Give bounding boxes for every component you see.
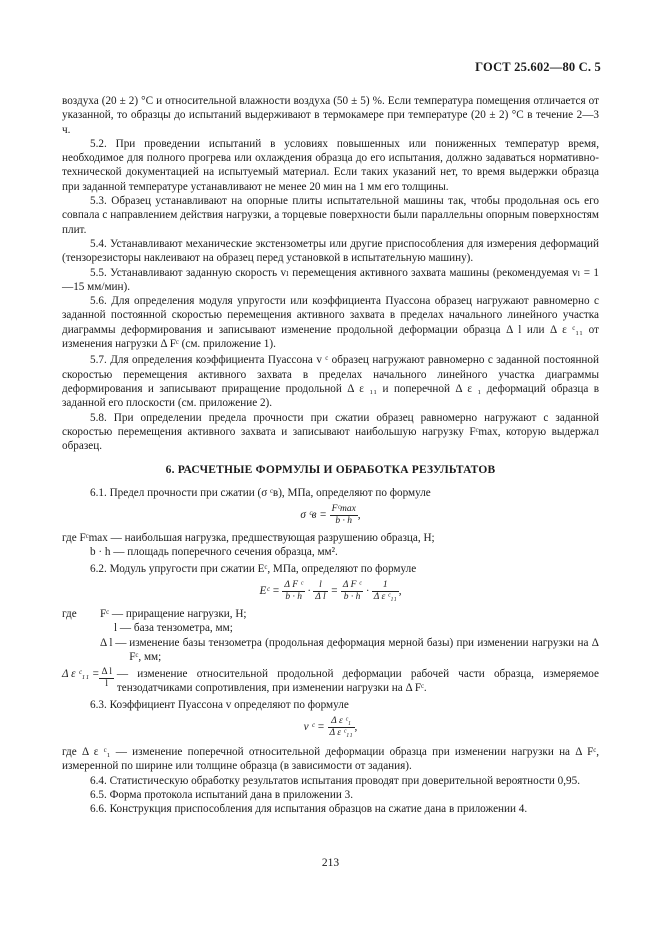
paragraph-5-2: 5.2. При проведении испытаний в условиях повышенных или пониженных температур время, необходимое для полного прогрева или охлаждения образца до его испытания, должно задаваться нормативно-технической документацией на испытуемый материал. Если таких указаний нет, то время выдержки образца при заданной температуре устанавливают не менее 20 мин на 1 мм его толщины. — [62, 137, 599, 193]
fraction: $\frac{\text{Δ ε ᶜ₁}}{\text{Δ ε ᶜ₁₁}}$ — [329, 715, 353, 738]
fraction: $\frac{1}{\text{Δ ε ᶜ₁₁}}$ — [373, 579, 397, 602]
paragraph-6-5: 6.5. Форма протокола испытаний дана в приложении 3. — [90, 788, 354, 801]
page-number: 213 — [321, 857, 340, 869]
paragraph-6-3: 6.3. Коэффициент Пуассона v определяют по формуле — [90, 698, 349, 711]
page-content — [62, 94, 599, 816]
paragraph-5-7: 5.7. Для определения коэффициента Пуассона v ᶜ образец нагружают равномерно с заданной постоянной скоростью перемещения активного захвата в пределах начального линейного участка диаграммы деформирования и записывают приращение продольной Δ ε ₁₁ и поперечной Δ ε ₁ деформаций образца в заданной его плоскости (см. приложение 2). — [62, 354, 599, 410]
definitions-6-1 — [62, 531, 599, 560]
definition-row: где Fᶜ — приращение нагрузки, Н; — [62, 607, 247, 620]
definition-row-strain: Δ ε ᶜ₁₁ = $\frac{\text{Δ l}}{l}$ — изменение относительной продольной деформации рабочей части образца, измеряемое тензодатчиками сопротивления, при изменении нагрузки на Δ Fᶜ. — [62, 667, 599, 695]
fraction: $\frac{l}{\text{Δ l}}$ — [315, 579, 326, 602]
paragraph-5-6: 5.6. Для определения модуля упругости или коэффициента Пуассона образец нагружают равномерно с заданной постоянной скоростью перемещения активного захвата в пределах начального линейного участка диаграммы деформирования и записывают изменение продольной деформации образца Δ l или Δ ε ᶜ₁₁ от изменения нагрузки Δ Fᶜ (см. приложение 1). — [62, 295, 599, 351]
definitions-6-2 — [62, 607, 599, 696]
paragraph-5-8: 5.8. При определении предела прочности при сжатии образец равномерно нагружают с заданной скоростью перемещения активного захвата и записывают наибольшую нагрузку Fᶜmax, которую выдержал образец. — [62, 411, 599, 453]
paragraph-6-1: 6.1. Предел прочности при сжатии (σ ᶜв), МПа, определяют по формуле — [90, 486, 431, 499]
fraction: $\frac{\text{Δ F ᶜ}}{b \cdot h}$ — [284, 579, 303, 602]
formula-strength: σ ᶜв = $\frac{\text{Fᶜmax}}{b \cdot h}$ , — [300, 504, 361, 527]
definition-row: b · h — площадь поперечного сечения образца, мм². — [90, 546, 338, 559]
paragraph-6-4: 6.4. Статистическую обработку результатов испытания проводят при доверительной вероятности 0,95. — [90, 774, 580, 787]
page-header: ГОСТ 25.602—80 С. 5 — [475, 60, 601, 74]
paragraph-6-6: 6.6. Конструкция приспособления для испытания образцов на сжатие дана в приложении 4. — [90, 803, 528, 816]
definition-row: l — база тензометра, мм; — [114, 622, 233, 635]
paragraph-6-2: 6.2. Модуль упругости при сжатии Eᶜ, МПа, определяют по формуле — [90, 562, 417, 575]
paragraph-5-3: 5.3. Образец устанавливают на опорные плиты испытательной машины так, чтобы продольная ось его совпала с направлением действия нагрузки, а торцевые поверхности были параллельны опорным поверхностям плит. — [62, 195, 599, 236]
paragraph-5-4: 5.4. Устанавливают механические экстензометры или другие приспособления для измерения деформаций (тензорезисторы наклеивают на образец перед установкой в испытательную машину). — [62, 237, 599, 265]
definition-row: где Fᶜmax — наибольшая нагрузка, предшествующая разрушению образца, Н; — [62, 532, 435, 545]
fraction: $\frac{\text{Δ l}}{l}$ — [101, 667, 113, 690]
section-title: 6. РАСЧЕТНЫЕ ФОРМУЛЫ И ОБРАБОТКА РЕЗУЛЬТАТОВ — [165, 464, 496, 477]
paragraph-5-1-cont: воздуха (20 ± 2) °С и относительной влажности воздуха (50 ± 5) %. Если температура помещения отличается от указанной, то образцы до испытаний выдерживают в термокамере при температуре (20 ± 2) °С в течение 2—3 ч. — [62, 95, 599, 136]
definition-row: Δ l — изменение базы тензометра (продольная деформация мерной базы) при изменении нагрузки на Δ Fᶜ, мм; — [100, 636, 599, 663]
paragraph-5-5: 5.5. Устанавливают заданную скорость vₗ перемещения активного захвата машины (рекомендуемая vₗ = 1—15 мм/мин). — [62, 266, 599, 293]
formula-poisson: v ᶜ = $\frac{\text{Δ ε ᶜ₁}}{\text{Δ ε ᶜ₁₁}}$ , — [303, 715, 358, 738]
definition-poisson: где Δ ε ᶜ₁ — изменение поперечной относительной деформации образца при изменении нагрузки на Δ Fᶜ, измеренной по ширине или толщине образца (в зависимости от задания). — [62, 745, 599, 773]
formula-modulus: Eᶜ = $\frac{\text{Δ F ᶜ}}{b \cdot h}$ · $\frac{l}{\text{Δ l}}$ = $\frac{\text{Δ F ᶜ}}{b \cdot h}$ · $\frac{1}{\text{Δ ε ᶜ₁₁}}$ , — [259, 579, 402, 602]
fraction: $\frac{\text{Fᶜmax}}{b \cdot h}$ — [331, 504, 356, 527]
fraction: $\frac{\text{Δ F ᶜ}}{b \cdot h}$ — [342, 579, 362, 602]
